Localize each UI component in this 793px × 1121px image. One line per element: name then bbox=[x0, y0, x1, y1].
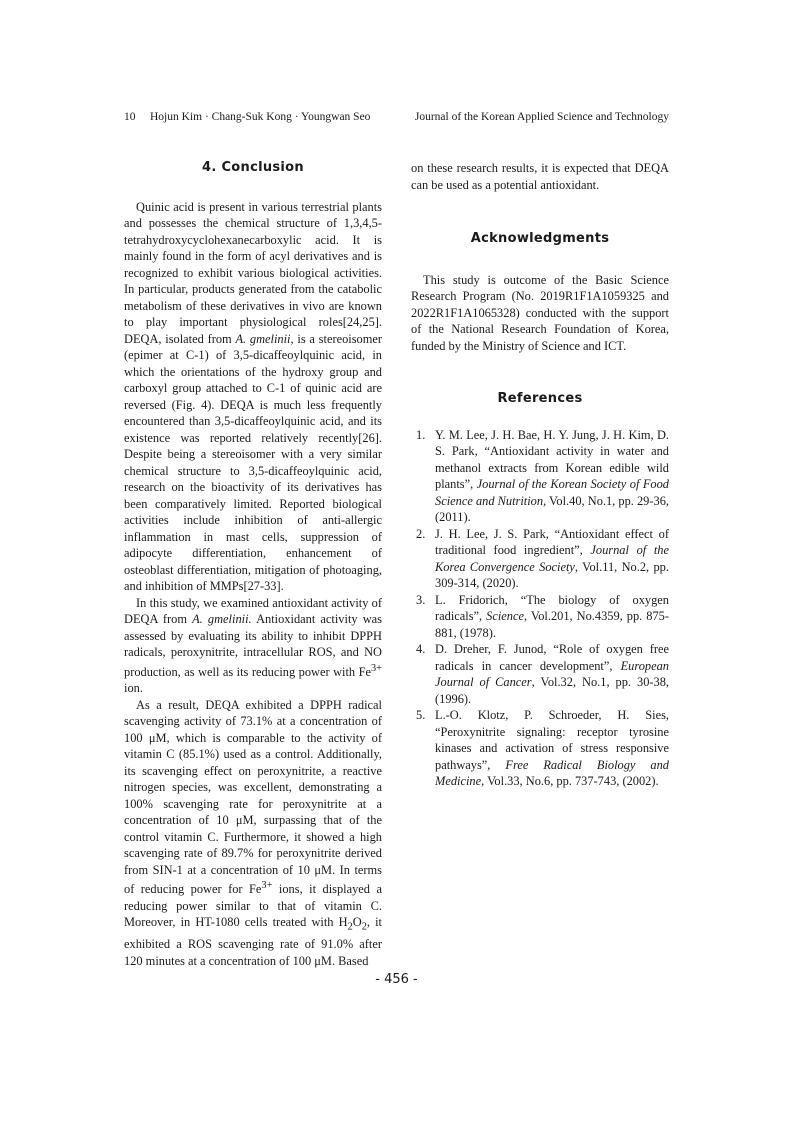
reference-item bbox=[411, 641, 669, 707]
conclusion-paragraph-3: As a result, DEQA exhibited a DPPH radical scavenging activity of 73.1% at a concentration of 100 μM, which is comparable to the activity of vitamin C (85.1%) used as a control. Additionally, its scavenging effect on peroxynitrite, a reactive nitrogen species, was excellent, demonstrating a 100% scavenging rate for peroxynitrite at a concentration of 10 μM, surpassing that of the control vitamin C. Furthermore, it showed a high scavenging rate of 89.7% for peroxynitrite derived from SIN-1 at a concentration of 10 μM. In terms of reducing power for $Fe^{3+}$ ions, it displayed a reducing power similar to that of vitamin C. Moreover, in HT-1080 cells treated with $H_2O_2$, it exhibited a ROS scavenging rate of 91.0% after 120 minutes at a concentration of 100 μM. Based bbox=[124, 697, 382, 968]
header-left bbox=[124, 111, 370, 123]
reference-number: 5. bbox=[416, 708, 426, 722]
header-journal: Journal of the Korean Applied Science and Technology bbox=[414, 111, 669, 123]
reference-text: J. H. Lee, J. S. Park, “Antioxidant effect of traditional food ingredient”, bbox=[435, 526, 669, 557]
species-name: A. gmelinii. bbox=[192, 612, 252, 626]
conclusion-heading: 4. Conclusion bbox=[202, 160, 304, 175]
reference-item bbox=[411, 427, 669, 526]
right-column bbox=[411, 160, 669, 790]
reference-journal: Free Radical Biology and Medicine bbox=[435, 757, 670, 788]
references-heading: References bbox=[497, 391, 583, 406]
reference-journal: Journal of the Korea Convergence Society bbox=[435, 543, 669, 574]
reference-details: , Vol.40, No.1, pp. 29-36, (2011). bbox=[435, 493, 669, 524]
acknowledgments-heading: Acknowledgments bbox=[470, 231, 610, 246]
reference-details: , Vol.201, No.4359, pp. 875-881, (1978). bbox=[435, 609, 669, 640]
reference-text: L.-O. Klotz, P. Schroeder, H. Sies, “Peroxynitrite signaling: receptor tyrosine kinases and activation of stress responsive pathways”, bbox=[435, 708, 669, 772]
reference-item bbox=[411, 526, 669, 592]
reference-item bbox=[411, 592, 669, 642]
reference-number: 1. bbox=[416, 427, 426, 442]
header-page-number: 10 bbox=[124, 111, 136, 123]
reference-text: Y. M. Lee, J. H. Bae, H. Y. Jung, J. H. Kim, D. S. Park, “Antioxidant activity in water and methanol extracts from Korean edible wild plants”, bbox=[435, 427, 669, 491]
header-authors: Hojun Kim · Chang-Suk Kong · Youngwan Seo bbox=[150, 111, 371, 123]
reference-details: , Vol.32, No.1, pp. 30-38, (1996). bbox=[435, 675, 670, 706]
left-column bbox=[124, 160, 382, 969]
reference-details: , Vol.33, No.6, pp. 737-743, (2002). bbox=[481, 774, 659, 788]
reference-list bbox=[411, 427, 669, 790]
reference-number: 3. bbox=[416, 592, 426, 607]
reference-journal: Journal of the Korean Society of Food Science and Nutrition bbox=[435, 477, 669, 508]
reference-number: 4. bbox=[416, 642, 426, 656]
reference-details: , Vol.11, No.2, pp. 309-314, (2020). bbox=[435, 559, 669, 590]
reference-text: D. Dreher, F. Junod, “Role of oxygen free radicals in cancer development”, bbox=[435, 642, 669, 673]
conclusion-paragraph-3-continued: on these research results, it is expected that DEQA can be used as a potential antioxidant. bbox=[411, 161, 669, 192]
reference-number: 2. bbox=[416, 526, 426, 541]
acknowledgments-text: This study is outcome of the Basic Science Research Program (No. 2019R1F1A1059325 and 2022R1F1A1065328) conducted with the support of the National Research Foundation of Korea, funded by the Ministry of Science and ICT. bbox=[411, 272, 669, 353]
running-header bbox=[124, 111, 669, 127]
reference-journal: Science bbox=[486, 609, 524, 623]
reference-text: L. Fridorich, “The biology of oxygen radicals”, bbox=[435, 592, 669, 623]
page-footer: - 456 - bbox=[375, 972, 418, 987]
species-name: A. gmelinii, bbox=[235, 331, 294, 346]
conclusion-paragraph-2: In this study, we examined antioxidant activity of DEQA from A. gmelinii. Antioxidant activity was assessed by evaluating its ability to inhibit DPPH radicals, peroxynitrite, intracellular ROS, and NO production, as well as its reducing power with $Fe^{3+}$ ion. bbox=[124, 595, 382, 696]
reference-item bbox=[411, 707, 669, 790]
reference-journal: European Journal of Cancer bbox=[435, 658, 669, 689]
conclusion-paragraph-1: Quinic acid is present in various terrestrial plants and possesses the chemical structure of 1,3,4,5-tetrahydroxycyclohexanecarboxylic acid. It is mainly found in the form of acyl derivatives and is recognized to exhibit various biological activities. In particular, products generated from the catabolic metabolism of these derivatives in vivo are known to play important physiological roles[24,25]. DEQA, isolated from A. gmelinii, is a stereoisomer (epimer at C-1) of 3,5-dicaffeoylquinic acid, in which the orientations of the hydroxy group and carboxyl group attached to C-1 of quinic acid are reversed (Fig. 4). DEQA is much less frequently encountered than 3,5-dicaffeoylquinic acid, and its existence was reported relatively recently[26]. Despite being a stereoisomer with a very similar chemical structure to 3,5-dicaffeoylquinic acid, research on the bioactivity of its derivatives has been comparatively limited. Reported biological activities include inhibition of anti-allergic inflammation in mast cells, suppression of adipocyte differentiation, enhancement of osteoblast differentiation, mitigation of photoaging, and inhibition of MMPs[27-33]. bbox=[124, 199, 382, 593]
